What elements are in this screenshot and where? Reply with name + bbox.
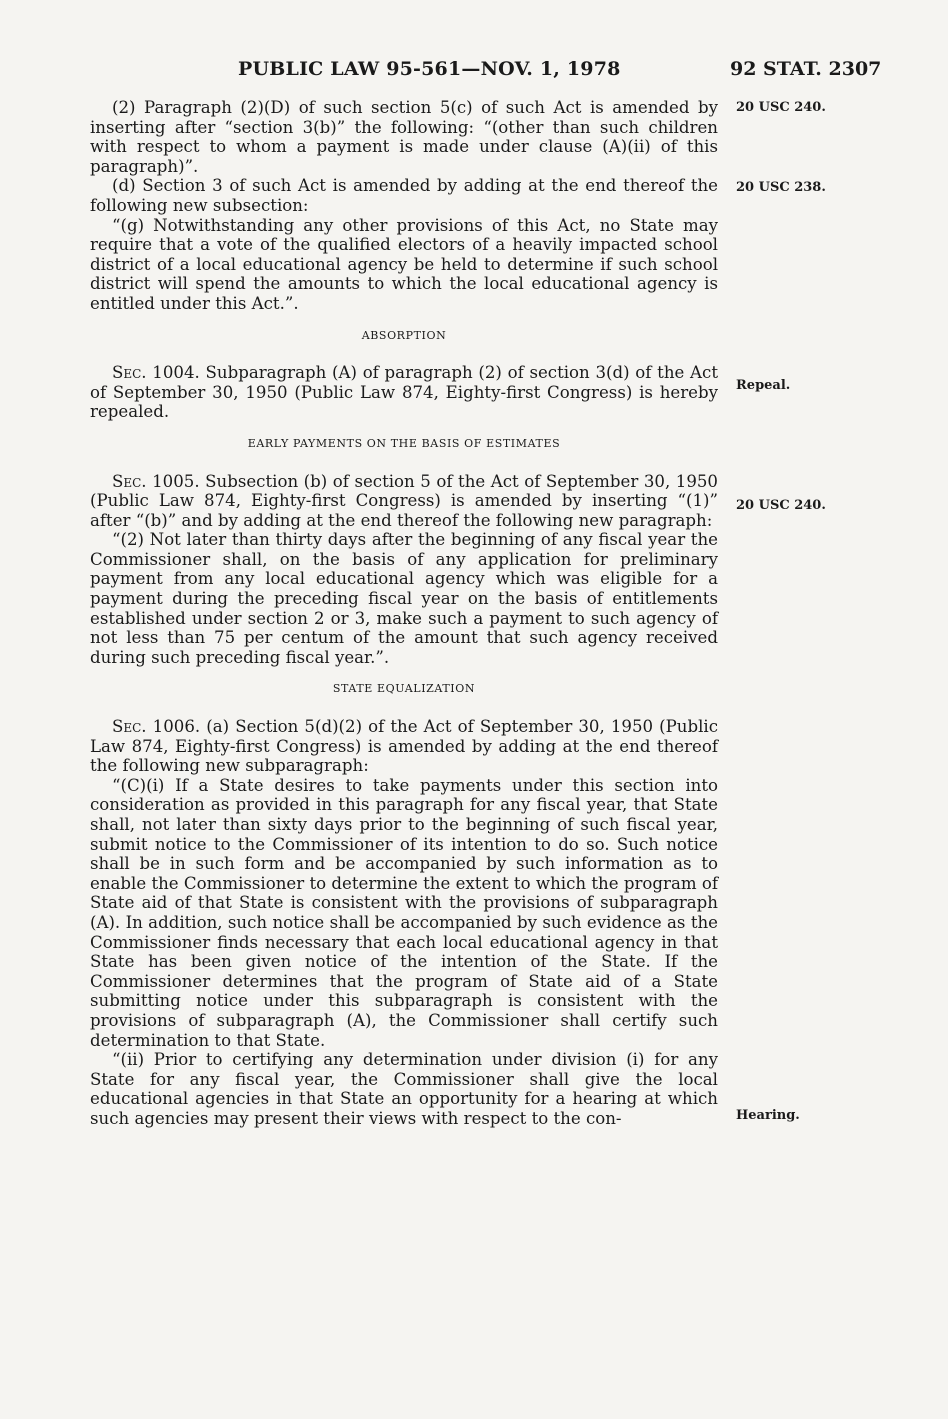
paragraph: (d) Section 3 of such Act is amended by adding at the end thereof the following new subsection: xyxy=(90,176,718,215)
section-heading-absorption: ABSORPTION xyxy=(361,328,447,342)
paragraph: “(g) Notwithstanding any other provisions of this Act, no State may require that a vote of the qualified electors of a heavily impacted school district of a local educational agency be held to determine if such school district will spend the amounts to which the local educational agency is entitled under this Act.”. xyxy=(90,215,718,313)
paragraph: (2) Paragraph (2)(D) of such section 5(c) of such Act is amended by inserting after “section 3(b)” the following: “(other than such children with respect to whom a payment is made under clause (A)(ii) of this paragraph)”. xyxy=(90,98,718,176)
running-header-stat: 92 STAT. 2307 xyxy=(730,58,882,80)
margin-note-usc-240: 20 USC 240. xyxy=(736,100,826,115)
margin-note-hearing: Hearing. xyxy=(736,1108,800,1123)
paragraph: “(ii) Prior to certifying any determination under division (i) for any State for any fiscal year, the Commissioner shall give the local educational agencies in that State an opportunity for a hearing at which such agencies may present their views with respect to the con- xyxy=(90,1050,718,1128)
section-text: (a) Section 5(d)(2) of the Act of September 30, 1950 (Public Law 874, Eighty-first Congress) is amended by adding at the end thereof the following new subparagraph: xyxy=(90,717,719,776)
section-label: Sec. 1006. xyxy=(112,717,201,737)
paragraph: “(2) Not later than thirty days after the beginning of any fiscal year the Commissioner shall, on the basis of any application for preliminary payment from any local educational agency which was eligible for a payment during the preceding fiscal year on the basis of entitlements established under section 2 or 3, make such a payment to such agency of not less than 75 per centum of the amount that such agency received during such preceding fiscal year.”. xyxy=(90,530,718,667)
paragraph: “(C)(i) If a State desires to take payments under this section into consideration as provided in this paragraph for any fiscal year, that State shall, not later than sixty days prior to the beginning of such fiscal year, submit notice to the Commissioner of its intention to do so. Such notice shall be in such form and be accompanied by such information as to enable the Commissioner to determine the extent to which the program of State aid of that State is consistent with the provisions of subparagraph (A). In addition, such notice shall be accompanied by such evidence as the Commissioner finds necessary that each local educational agency in that State has been given notice of the intention of the State. If the Commissioner determines that the program of State aid of a State submitting notice under this subparagraph is consistent with the provisions of subparagraph (A), the Commissioner shall certify such determination to that State. xyxy=(90,775,718,1050)
margin-note-usc-238: 20 USC 238. xyxy=(736,180,826,195)
section-text: Subsection (b) of section 5 of the Act of September 30, 1950 (Public Law 874, Eighty-first Congress) is amended by inserting “(1)” after “(b)” and by adding at the end thereof the following new paragraph: xyxy=(90,471,718,530)
section-label: Sec. 1005. xyxy=(112,471,200,491)
section-label: Sec. 1004. xyxy=(112,363,200,383)
body-text xyxy=(90,98,718,1129)
section-1006 xyxy=(90,717,718,776)
section-1004 xyxy=(90,363,718,422)
section-heading-early-payments: EARLY PAYMENTS ON THE BASIS OF ESTIMATES xyxy=(247,436,561,450)
margin-note-repeal: Repeal. xyxy=(736,378,791,393)
running-header-law: PUBLIC LAW 95-561—NOV. 1, 1978 xyxy=(238,58,621,80)
margin-note-usc-240-b: 20 USC 240. xyxy=(736,498,826,513)
section-text: Subparagraph (A) of paragraph (2) of section 3(d) of the Act of September 30, 1950 (Public Law 874, Eighty-first Congress) is hereby repealed. xyxy=(90,363,718,422)
section-1005 xyxy=(90,472,718,531)
section-heading-state-equalization: STATE EQUALIZATION xyxy=(332,682,476,696)
